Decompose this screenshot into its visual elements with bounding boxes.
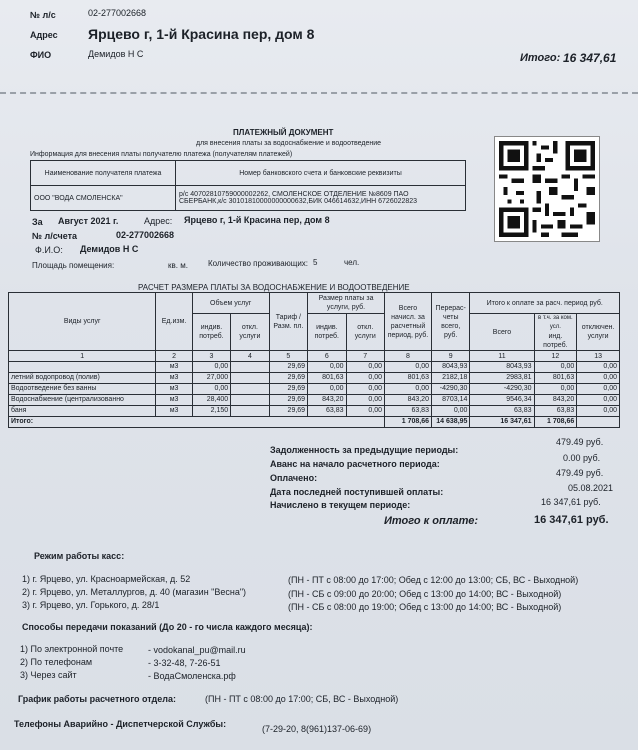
row-rec: 0,00 [431, 406, 469, 417]
col-num: 2 [156, 351, 192, 362]
paid-value: 479.49 руб. [556, 468, 604, 478]
col-num: 9 [431, 351, 469, 362]
total-total: 16 347,61 [470, 417, 534, 428]
period-ls-label: № л/счета [32, 231, 78, 241]
cashiers-title: Режим работы касс: [34, 551, 125, 561]
ls-value: 02-277002668 [88, 8, 147, 18]
total-recalc: 14 638,95 [431, 417, 469, 428]
cashier-addr: 3) г. Ярцево, ул. Горького, д. 28/1 [22, 600, 160, 610]
h-total-all: Всего [470, 314, 534, 351]
h-accrued: Всего начисл. за расчетный период, руб. [384, 293, 431, 351]
stub-total-label: Итого: [520, 52, 561, 64]
cashier-addr: 1) г. Ярцево, ул. Красноармейская, д. 52 [22, 574, 191, 584]
address-value: Ярцево г, 1-й Красина пер, дом 8 [88, 26, 315, 42]
dept-value: (ПН - ПТ с 08:00 до 17:00; СБ, ВС - Выходной) [205, 694, 399, 704]
dept-label: График работы расчетного отдела: [18, 694, 176, 704]
row-unit: м3 [156, 395, 192, 406]
row-i1: 801,63 [534, 373, 577, 384]
address-label: Адрес [30, 30, 58, 40]
meters-title: Способы передачи показаний (До 20 - го числа каждого месяца): [22, 622, 313, 632]
doc-title: ПЛАТЕЖНЫЙ ДОКУМЕНТ [233, 128, 334, 137]
row-v2 [231, 384, 269, 395]
h-incl-indiv [534, 314, 577, 351]
row-i1: 0,00 [534, 384, 577, 395]
fio-label: ФИО [30, 50, 52, 60]
bank-line-1: р/с 40702810759000002262, СМОЛЕНСКОЕ ОТДЕЛЕНИЕ №8609 ПАО [179, 191, 409, 198]
table-row [9, 373, 620, 384]
h-incl: в т.ч. за ком. усл. [538, 315, 573, 330]
col-num: 3 [192, 351, 230, 362]
doc-subtitle: для внесения платы за водоснабжение и водоотведение [196, 140, 382, 147]
table-row [9, 362, 620, 373]
row-i2: 0,00 [577, 395, 620, 406]
row-tariff: 29,69 [269, 362, 307, 373]
col-num: 13 [577, 351, 620, 362]
lastpay-value: 05.08.2021 [568, 483, 614, 493]
meter-value: - 3-32-48, 7-26-51 [148, 658, 221, 668]
row-p1: 0,00 [308, 384, 346, 395]
row-i2: 0,00 [577, 406, 620, 417]
ls-label: № л/с [30, 10, 56, 20]
charged-label: Начислено в текущем периоде: [270, 500, 411, 510]
row-v1: 2,150 [192, 406, 230, 417]
col-bank: Номер банковского счета и банковские реквизиты [176, 161, 466, 186]
row-v2 [231, 395, 269, 406]
table-row [9, 384, 620, 395]
row-tot: 2983,81 [470, 373, 534, 384]
row-unit: м3 [156, 373, 192, 384]
row-p2: 0,00 [346, 395, 384, 406]
h-unit: Ед.изм. [156, 293, 192, 351]
row-tariff: 29,69 [269, 373, 307, 384]
total-indiv: 1 708,66 [534, 417, 577, 428]
row-i1: 0,00 [534, 362, 577, 373]
row-v2 [231, 406, 269, 417]
row-acc: 801,63 [384, 373, 431, 384]
h-indiv: индив. потреб. [192, 314, 230, 351]
row-i2: 0,00 [577, 373, 620, 384]
h-volume: Объем услуг [192, 293, 269, 314]
stub-total-value: 16 347,61 [563, 51, 617, 65]
period-fio-label: Ф.И.О: [35, 245, 63, 255]
row-p2: 0,00 [346, 362, 384, 373]
period-month: Август 2021 г. [58, 216, 119, 226]
row-i1: 843,20 [534, 395, 577, 406]
due-label: Итого к оплате: [384, 515, 479, 527]
row-acc: 843,20 [384, 395, 431, 406]
col-recipient: Наименование получателя платежа [31, 161, 176, 186]
total-accrued: 1 708,66 [384, 417, 431, 428]
row-v1: 0,00 [192, 362, 230, 373]
total-row [9, 417, 620, 428]
row-acc: 63,83 [384, 406, 431, 417]
h-pay: Размер платы за услуги, руб. [308, 293, 385, 314]
cashier-hours: (ПН - СБ с 08:00 до 19:00; Обед с 13:00 до 14:00; ВС - Выходной) [288, 602, 562, 612]
calc-title: РАСЧЕТ РАЗМЕРА ПЛАТЫ ЗА ВОДОСНАБЖЕНИЕ И ВОДООТВЕДЕНИЕ [138, 283, 410, 292]
h-recalc: Перерас- четы всего, руб. [431, 293, 469, 351]
advance-value: 0.00 руб. [563, 453, 601, 463]
period-address-label: Адрес: [144, 216, 173, 226]
row-tariff: 29,69 [269, 384, 307, 395]
row-p2: 0,00 [346, 384, 384, 395]
col-num: 8 [384, 351, 431, 362]
charged-value: 16 347,61 руб. [541, 497, 601, 507]
area-label: Площадь помещения: [32, 261, 115, 270]
area-unit: кв. м. [168, 261, 188, 270]
meter-value: - vodokanal_pu@mail.ru [148, 645, 246, 655]
period-fio-value: Демидов Н С [80, 244, 139, 254]
h-pay-odn: откл. услуги [346, 314, 384, 351]
row-i2: 0,00 [577, 384, 620, 395]
row-name: баня [9, 406, 156, 417]
col-num: 7 [346, 351, 384, 362]
table-row [9, 395, 620, 406]
col-num: 11 [470, 351, 534, 362]
h-odn: откл. услуги [231, 314, 269, 351]
emergency-label: Телефоны Аварийно - Диспетчерской Службы: [14, 719, 227, 729]
cashier-hours: (ПН - ПТ с 08:00 до 17:00; Обед с 12:00 до 13:00; СБ, ВС - Выходной) [288, 575, 579, 585]
h-total: Итого к оплате за расч. период руб. [470, 293, 620, 314]
total-label: Итого: [9, 417, 385, 428]
recipient-table [30, 160, 466, 211]
row-acc: 0,00 [384, 362, 431, 373]
row-p1: 0,00 [308, 362, 346, 373]
advance-label: Аванс на начало расчетного периода: [270, 459, 440, 469]
info-line: Информация для внесения платы получателю платежа (получателям платежей) [30, 151, 293, 158]
col-num: 5 [269, 351, 307, 362]
col-num: 6 [308, 351, 346, 362]
row-p1: 843,20 [308, 395, 346, 406]
table-row [9, 406, 620, 417]
row-tariff: 29,69 [269, 395, 307, 406]
row-p2: 0,00 [346, 406, 384, 417]
fio-value: Демидов Н С [88, 49, 144, 59]
meter-method: 1) По электронной почте [20, 644, 124, 654]
row-name [9, 362, 156, 373]
h-services: Виды услуг [9, 293, 156, 351]
debt-label: Задолженность за предыдущие периоды: [270, 445, 459, 455]
row-unit: м3 [156, 384, 192, 395]
paid-label: Оплачено: [270, 473, 318, 483]
row-tot: -4290,30 [470, 384, 534, 395]
row-i1: 63,83 [534, 406, 577, 417]
h-indiv2: инд. потреб. [543, 333, 568, 349]
row-unit: м3 [156, 406, 192, 417]
row-tot: 8043,93 [470, 362, 534, 373]
calc-table [8, 292, 620, 428]
row-tariff: 29,69 [269, 406, 307, 417]
recipient-name: ООО "ВОДА СМОЛЕНСКА" [31, 186, 176, 211]
period-for-label: За [32, 217, 43, 227]
row-name: Водоснабжение (централизованно [9, 395, 156, 406]
h-pay-indiv: индив. потреб. [308, 314, 346, 351]
debt-value: 479.49 руб. [556, 437, 604, 447]
row-v1: 0,00 [192, 384, 230, 395]
due-value: 16 347,61 руб. [534, 514, 609, 526]
row-p1: 801,63 [308, 373, 346, 384]
row-unit: м3 [156, 362, 192, 373]
col-num: 12 [534, 351, 577, 362]
emergency-value: (7-29-20, 8(961)137-06-69) [262, 724, 372, 734]
col-num: 1 [9, 351, 156, 362]
cashier-hours: (ПН - СБ с 09:00 до 20:00; Обед с 13:00 до 14:00; ВС - Выходной) [288, 589, 562, 599]
total-empty [577, 417, 620, 428]
row-p2: 0,00 [346, 373, 384, 384]
residents-unit: чел. [344, 258, 360, 267]
row-v2 [231, 362, 269, 373]
row-rec: -4290,30 [431, 384, 469, 395]
row-rec: 2182,18 [431, 373, 469, 384]
lastpay-label: Дата последней поступившей оплаты: [270, 487, 444, 497]
row-rec: 8043,93 [431, 362, 469, 373]
row-name: летний водопровод (полив) [9, 373, 156, 384]
row-acc: 0,00 [384, 384, 431, 395]
row-tot: 63,83 [470, 406, 534, 417]
period-address-value: Ярцево г, 1-й Красина пер, дом 8 [184, 215, 330, 225]
bank-line-2: СБЕРБАНК,к/с 30101810000000000632,БИК 046614632,ИНН 6726022823 [179, 198, 418, 205]
meter-method: 2) По телефонам [20, 657, 93, 667]
meter-value: - ВодаСмоленска.рф [148, 671, 236, 681]
perforation-line [0, 92, 638, 94]
meter-method: 3) Через сайт [20, 670, 77, 680]
residents-label: Количество проживающих: [208, 259, 309, 268]
period-ls-value: 02-277002668 [116, 230, 175, 240]
row-v1: 27,000 [192, 373, 230, 384]
col-num: 4 [231, 351, 269, 362]
row-p1: 63,83 [308, 406, 346, 417]
row-i2: 0,00 [577, 362, 620, 373]
row-v2 [231, 373, 269, 384]
h-odn2: отключен. услуги [577, 314, 620, 351]
row-name: Водоотведение без ванны [9, 384, 156, 395]
cashier-addr: 2) г. Ярцево, ул. Металлургов, д. 40 (магазин "Весна") [22, 587, 247, 597]
h-tariff: Тариф / Разм. пл. [269, 293, 307, 351]
qr-code [494, 136, 600, 242]
row-v1: 28,400 [192, 395, 230, 406]
row-rec: 8703,14 [431, 395, 469, 406]
row-tot: 9546,34 [470, 395, 534, 406]
residents-value: 5 [313, 258, 318, 267]
